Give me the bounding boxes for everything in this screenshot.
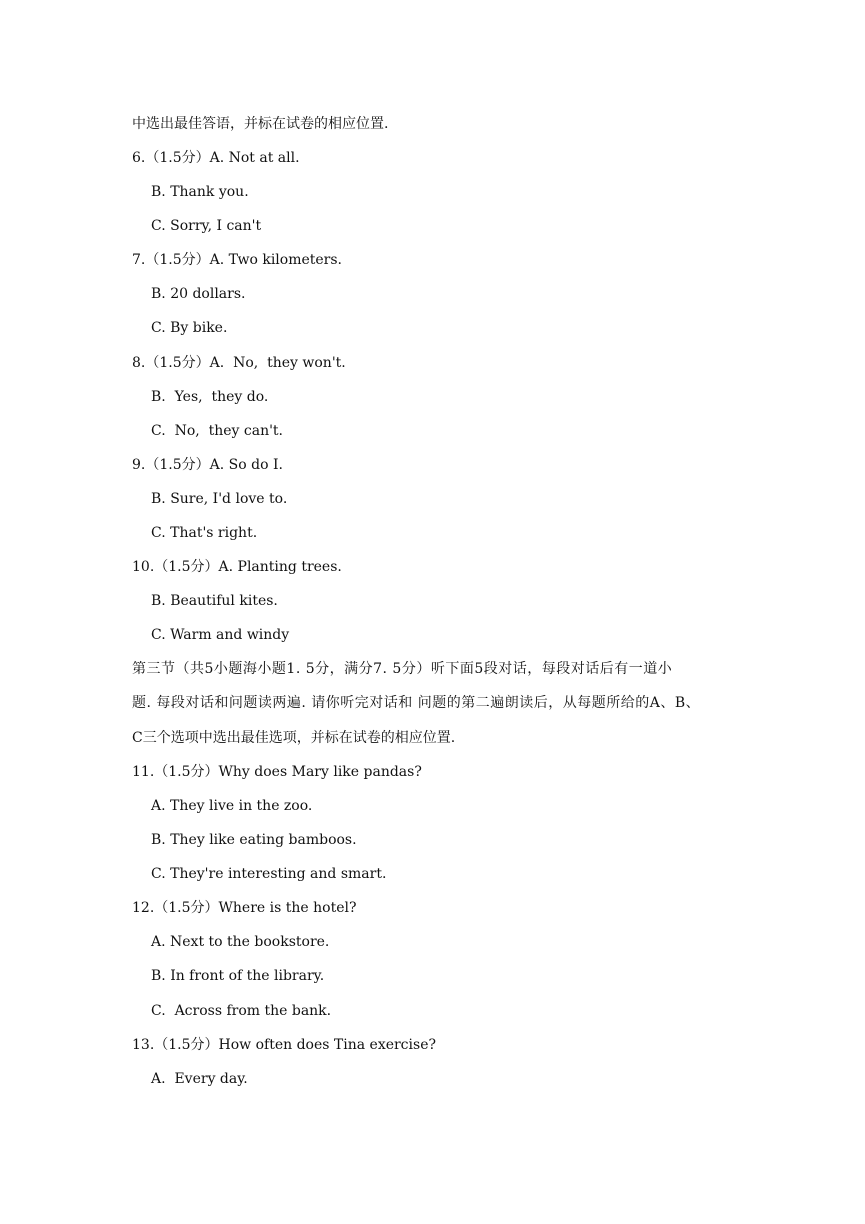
- question-8-stem: 8.（1.5分）A. No, they won't.: [132, 355, 346, 371]
- question-13-stem: 13.（1.5分）How often does Tina exercise?: [132, 1037, 436, 1053]
- question-6-stem: 6.（1.5分）A. Not at all.: [132, 150, 300, 166]
- question-13-option-a: A. Every day.: [151, 1071, 248, 1087]
- question-10-option-c: C. Warm and windy: [151, 627, 290, 643]
- question-9-option-b: B. Sure, I'd love to.: [151, 491, 288, 507]
- section-instruction-tail: 中选出最佳答语，并标在试卷的相应位置.: [132, 116, 389, 132]
- question-7-option-c: C. By bike.: [151, 320, 228, 336]
- section-3-instruction-line-2: 题. 每段对话和问题读两遍. 请你听完对话和 问题的第二遍朗读后，从每题所给的A、B、: [132, 695, 701, 711]
- question-6-option-b: B. Thank you.: [151, 184, 249, 200]
- section-3-instruction-line-3: C三个选项中选出最佳选项，并标在试卷的相应位置.: [132, 730, 456, 746]
- question-8-option-b: B. Yes, they do.: [151, 389, 269, 405]
- question-9-stem: 9.（1.5分）A. So do I.: [132, 457, 283, 473]
- question-10-stem: 10.（1.5分）A. Planting trees.: [132, 559, 342, 575]
- question-12-stem: 12.（1.5分）Where is the hotel?: [132, 900, 357, 916]
- question-11-option-c: C. They're interesting and smart.: [151, 866, 387, 882]
- question-12-option-a: A. Next to the bookstore.: [151, 934, 330, 950]
- question-12-option-c: C. Across from the bank.: [151, 1003, 332, 1019]
- question-7-option-b: B. 20 dollars.: [151, 286, 246, 302]
- question-12-option-b: B. In front of the library.: [151, 968, 325, 984]
- question-9-option-c: C. That's right.: [151, 525, 258, 541]
- question-7-stem: 7.（1.5分）A. Two kilometers.: [132, 252, 342, 268]
- question-11-option-a: A. They live in the zoo.: [151, 798, 313, 814]
- question-10-option-b: B. Beautiful kites.: [151, 593, 278, 609]
- question-6-option-c: C. Sorry, I can't: [151, 218, 262, 234]
- section-3-instruction-line-1: 第三节（共5小题海小题1. 5分，满分7. 5分）听下面5段对话，每段对话后有一道小: [132, 661, 673, 677]
- question-11-option-b: B. They like eating bamboos.: [151, 832, 357, 848]
- question-8-option-c: C. No, they can't.: [151, 423, 284, 439]
- question-11-stem: 11.（1.5分）Why does Mary like pandas?: [132, 764, 422, 780]
